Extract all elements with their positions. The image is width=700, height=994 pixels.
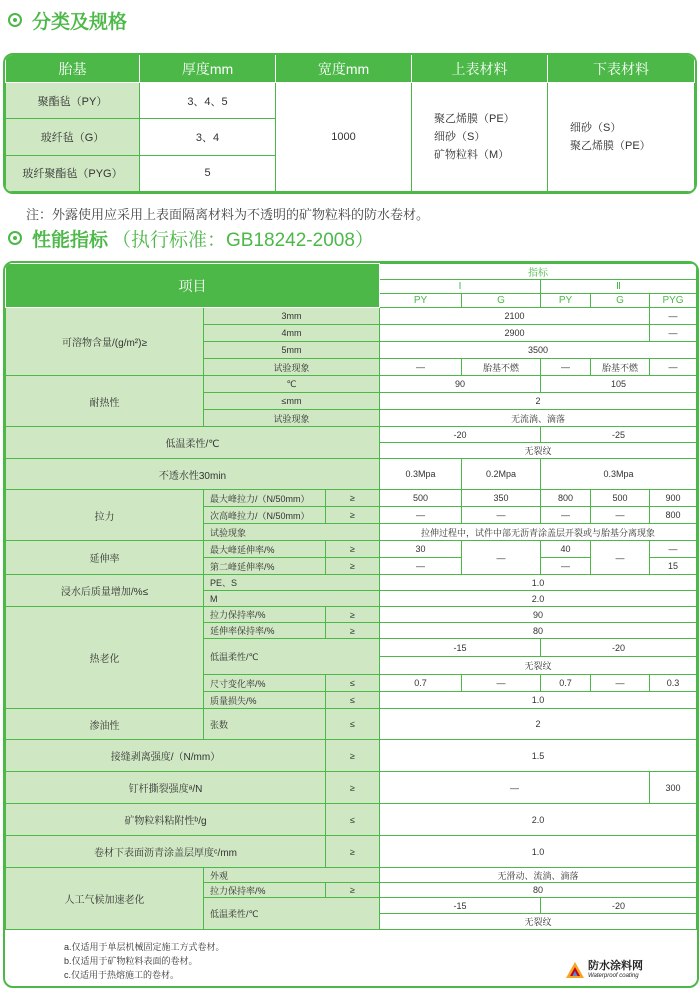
section-subtitle: （执行标准：GB18242-2008） (112, 229, 374, 251)
value-cell: 3500 (380, 342, 697, 359)
row-label: 不透水性30min (6, 459, 380, 490)
header-col: G (462, 294, 541, 308)
sub-label: 张数 (204, 709, 326, 740)
value-cell: 1.0 (380, 692, 697, 709)
value-cell: -25 (541, 427, 697, 443)
sub-label: ≤mm (204, 393, 380, 410)
header-grade: Ⅰ (380, 280, 541, 294)
logo-subtext: Waterproof coating (588, 973, 639, 979)
value-cell: 350 (462, 490, 541, 507)
sub-label: 延伸率保持率/% (204, 623, 326, 639)
sub-label: 3mm (204, 308, 380, 325)
header-lower: 下表材料 (548, 55, 695, 83)
value-cell: 1.0 (380, 836, 697, 868)
sub-label: 最大峰延伸率/% (204, 541, 326, 558)
base-cell: 玻纤聚酯毡（PYG） (6, 155, 140, 191)
value-cell: 无裂纹 (380, 657, 697, 675)
value-cell: 2100 (380, 308, 650, 325)
value-cell: 2900 (380, 325, 650, 342)
comparator: ≥ (326, 623, 380, 639)
value-cell: — (541, 507, 591, 524)
comparator: ≥ (326, 772, 380, 804)
value-cell: 0.3Mpa (380, 459, 462, 490)
value-cell: -15 (380, 898, 541, 914)
row-label: 热老化 (6, 607, 204, 709)
value-cell: 胎基不燃 (591, 359, 650, 376)
value-cell: 胎基不燃 (462, 359, 541, 376)
value-cell: 90 (380, 607, 697, 623)
value-cell: 800 (650, 507, 697, 524)
value-cell: 拉伸过程中，试件中部无沥青涂盖层开裂或与胎基分离现象 (380, 524, 697, 541)
value-cell: 800 (541, 490, 591, 507)
header-width: 宽度mm (276, 55, 412, 83)
sub-label: 5mm (204, 342, 380, 359)
value-cell: 0.7 (380, 675, 462, 692)
value-cell: — (591, 541, 650, 575)
lower-material-cell (548, 83, 695, 192)
value-cell: 500 (380, 490, 462, 507)
row-label: 耐热性 (6, 376, 204, 427)
comparator: ≥ (326, 507, 380, 524)
value-cell: 500 (591, 490, 650, 507)
value-cell: 无裂纹 (380, 443, 697, 459)
value-cell: — (541, 359, 591, 376)
upper-material-item: 细砂（S） (434, 131, 486, 143)
thickness-cell: 5 (140, 155, 276, 191)
value-cell: — (462, 507, 541, 524)
value-cell: — (591, 507, 650, 524)
value-cell: 2.0 (380, 591, 697, 607)
section-title: 性能指标 (32, 229, 109, 251)
sub-label: 4mm (204, 325, 380, 342)
thickness-cell: 3、4 (140, 119, 276, 155)
sub-label: 试验现象 (204, 410, 380, 427)
sub-label: PE、S (204, 575, 380, 591)
bullet-icon (8, 13, 22, 27)
row-label: 卷材下表面沥青涂盖层厚度ᶜ/mm (6, 836, 326, 868)
sub-label: 拉力保持率/% (204, 607, 326, 623)
header-thickness: 厚度mm (140, 55, 276, 83)
comparator: ≥ (326, 740, 380, 772)
value-cell: 无流淌、滴落 (380, 410, 697, 427)
value-cell: 80 (380, 623, 697, 639)
section-header-classification (8, 6, 127, 34)
sub-label: 低温柔性/℃ (204, 639, 380, 675)
comparator: ≥ (326, 883, 380, 898)
sub-label: 拉力保持率/% (204, 883, 326, 898)
value-cell: -20 (541, 898, 697, 914)
logo-text: 防水涂料网 (588, 960, 643, 972)
thickness-cell: 3、4、5 (140, 83, 276, 119)
sub-label: M (204, 591, 380, 607)
comparator: ≤ (326, 709, 380, 740)
footnotes (64, 940, 225, 982)
value-cell: — (380, 772, 650, 804)
header-upper: 上表材料 (412, 55, 548, 83)
footnote: a.仅适用于单层机械固定施工方式卷材。 (64, 942, 225, 952)
header-grade: Ⅱ (541, 280, 697, 294)
row-label: 低温柔性/℃ (6, 427, 380, 459)
value-cell: — (650, 308, 697, 325)
width-cell: 1000 (276, 83, 412, 192)
value-cell: 2 (380, 393, 697, 410)
value-cell: 无裂纹 (380, 914, 697, 930)
section-title: 分类及规格 (32, 11, 128, 33)
lower-material-item: 聚乙烯膜（PE） (570, 140, 651, 152)
header-index: 指标 (380, 264, 697, 280)
value-cell: 15 (650, 558, 697, 575)
header-col: G (591, 294, 650, 308)
sub-label: 尺寸变化率/% (204, 675, 326, 692)
comparator: ≥ (326, 558, 380, 575)
base-cell: 玻纤毡（G） (6, 119, 140, 155)
sub-label: 低温柔性/℃ (204, 898, 380, 930)
comparator: ≤ (326, 804, 380, 836)
row-label: 拉力 (6, 490, 204, 541)
header-item: 项目 (6, 264, 380, 308)
value-cell: 300 (650, 772, 697, 804)
value-cell: — (380, 359, 462, 376)
value-cell: — (380, 558, 462, 575)
sub-label: 最大峰拉力/（N/50mm） (204, 490, 326, 507)
upper-material-cell (412, 83, 548, 192)
row-label: 接缝剥离强度/（N/mm） (6, 740, 326, 772)
value-cell: 105 (541, 376, 697, 393)
value-cell: 900 (650, 490, 697, 507)
header-col: PY (541, 294, 591, 308)
value-cell: 90 (380, 376, 541, 393)
value-cell: — (462, 675, 541, 692)
comparator: ≥ (326, 541, 380, 558)
value-cell: — (650, 325, 697, 342)
sub-label: 外观 (204, 868, 380, 883)
value-cell: — (650, 359, 697, 376)
value-cell: — (591, 675, 650, 692)
value-cell: -20 (541, 639, 697, 657)
row-label: 渗油性 (6, 709, 204, 740)
comparator: ≤ (326, 692, 380, 709)
lower-material-item: 细砂（S） (570, 122, 622, 134)
comparator: ≤ (326, 675, 380, 692)
value-cell: 0.7 (541, 675, 591, 692)
value-cell: 2 (380, 709, 697, 740)
note-text: 注：外露使用应采用上表面隔离材料为不透明的矿物粒料的防水卷材。 (26, 207, 430, 222)
upper-material-item: 聚乙烯膜（PE） (434, 113, 515, 125)
sub-label: 第二峰延伸率/% (204, 558, 326, 575)
performance-table (3, 261, 699, 988)
footnote: c.仅适用于热熔施工的卷材。 (64, 970, 180, 980)
value-cell: 0.3Mpa (541, 459, 697, 490)
sub-label: ℃ (204, 376, 380, 393)
site-logo (566, 960, 643, 980)
upper-material-item: 矿物粒料（M） (434, 149, 510, 161)
value-cell: 2.0 (380, 804, 697, 836)
row-label: 可溶物含量/(g/m²)≥ (6, 308, 204, 376)
footnote: b.仅适用于矿物粒料表面的卷材。 (64, 956, 198, 966)
row-label: 钉杆撕裂强度ᵃ/N (6, 772, 326, 804)
logo-triangle-icon (566, 962, 584, 978)
bullet-icon (8, 231, 22, 245)
value-cell: — (380, 507, 462, 524)
row-label: 延伸率 (6, 541, 204, 575)
row-label: 浸水后质量增加/%≤ (6, 575, 204, 607)
value-cell: — (462, 541, 541, 575)
value-cell: 80 (380, 883, 697, 898)
base-cell: 聚酯毡（PY） (6, 83, 140, 119)
value-cell: 无滑动、流淌、滴落 (380, 868, 697, 883)
comparator: ≥ (326, 490, 380, 507)
value-cell: — (650, 541, 697, 558)
sub-label: 质量损失/% (204, 692, 326, 709)
value-cell: 0.2Mpa (462, 459, 541, 490)
sub-label: 次高峰拉力/（N/50mm） (204, 507, 326, 524)
header-base: 胎基 (6, 55, 140, 83)
comparator: ≥ (326, 607, 380, 623)
comparator: ≥ (326, 836, 380, 868)
spec-table (3, 53, 697, 194)
sub-label: 试验现象 (204, 524, 380, 541)
row-label: 矿物粒料粘附性ᵇ/g (6, 804, 326, 836)
value-cell: 40 (541, 541, 591, 558)
section-header-performance (8, 224, 374, 252)
value-cell: 1.5 (380, 740, 697, 772)
value-cell: -20 (380, 427, 541, 443)
value-cell: 0.3 (650, 675, 697, 692)
header-col: PYG (650, 294, 697, 308)
value-cell: -15 (380, 639, 541, 657)
value-cell: 1.0 (380, 575, 697, 591)
value-cell: — (541, 558, 591, 575)
header-col: PY (380, 294, 462, 308)
value-cell: 30 (380, 541, 462, 558)
sub-label: 试验现象 (204, 359, 380, 376)
row-label: 人工气候加速老化 (6, 868, 204, 930)
